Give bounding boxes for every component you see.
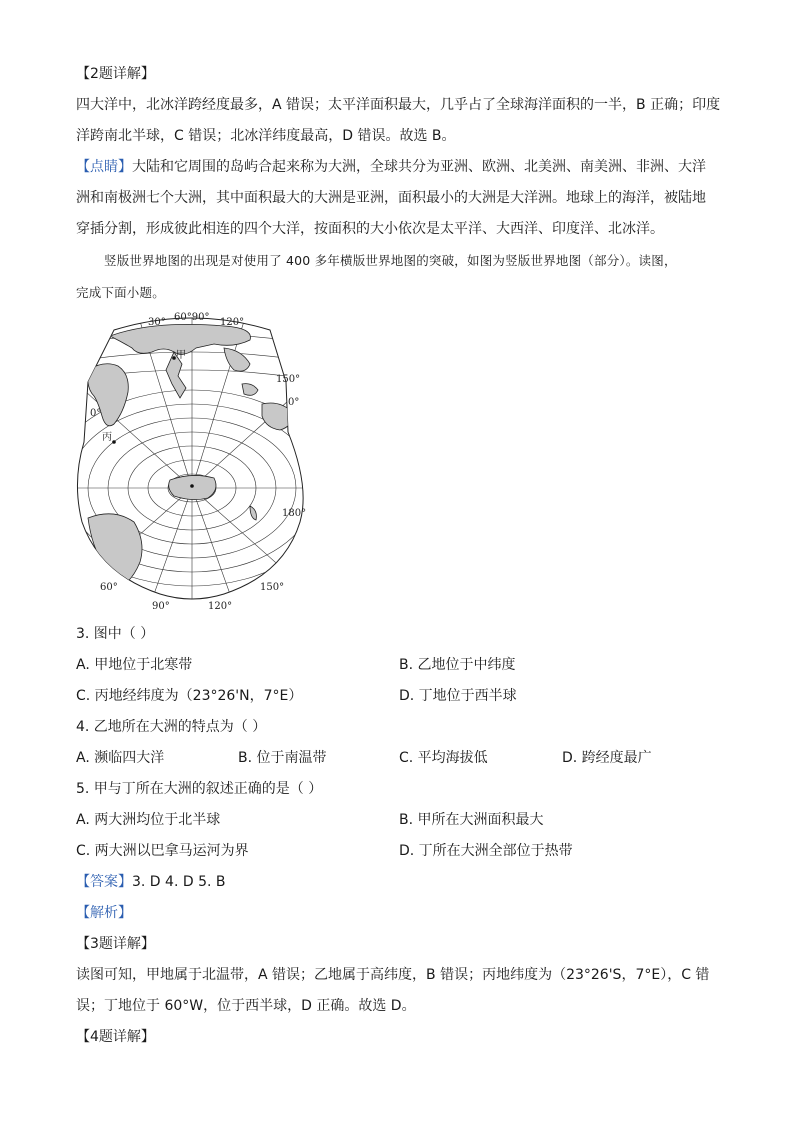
q3-option-a: A. 甲地位于北寒带 — [76, 657, 193, 673]
map-label-150: 150° — [276, 374, 301, 385]
tip-line1 — [76, 157, 706, 177]
map-label-90: 90° — [152, 601, 170, 612]
q4-option-b: B. 位于南温带 — [238, 750, 327, 766]
q5-stem: 5. 甲与丁所在大洲的叙述正确的是（ ） — [76, 781, 323, 797]
q3-option-b: B. 乙地位于中纬度 — [399, 657, 516, 673]
q3-option-c: C. 丙地经纬度为（23°26'N，7°E） — [76, 688, 303, 704]
q3-option-d: D. 丁地位于西半球 — [399, 688, 517, 704]
q5-option-d: D. 丁所在大洲全部位于热带 — [399, 843, 573, 859]
map-label-60: 60° — [100, 582, 118, 593]
answer-label: 【答案】 — [76, 874, 132, 890]
tip-line2: 洲和南极洲七个大洲，其中面积最大的大洲是亚洲，面积最小的大洲是大洋洲。地球上的海洋，被陆地 — [76, 190, 706, 206]
map-label-30: 30° — [148, 317, 166, 328]
map-label-0-left: 0° — [90, 408, 102, 419]
map-place-bing: 丙 — [102, 432, 112, 443]
q4-option-c: C. 平均海拔低 — [399, 750, 488, 766]
q5-option-a: A. 两大洲均位于北半球 — [76, 812, 221, 828]
q5-option-b: B. 甲所在大洲面积最大 — [399, 812, 544, 828]
answer-line — [76, 872, 226, 892]
answer-values: 3. D 4. D 5. B — [132, 874, 226, 890]
map-label-60-90: 60°90° — [174, 312, 210, 323]
section3-line2: 误；丁地位于 60°W，位于西半球，D 正确。故选 D。 — [76, 998, 416, 1014]
tip-text1: 大陆和它周围的岛屿合起来称为大洲，全球共分为亚洲、欧洲、北美洲、南美洲、非洲、大洋 — [132, 159, 706, 175]
section2-line2: 洋跨南北半球，C 错误；北冰洋纬度最高，D 错误。故选 B。 — [76, 128, 456, 144]
tip-label: 【点睛】 — [76, 159, 132, 175]
map-label-120: 120° — [220, 317, 245, 328]
intro-line2: 完成下面小题。 — [76, 285, 165, 300]
section3-line1: 读图可知，甲地属于北温带，A 错误；乙地属于高纬度，B 错误；丙地纬度为（23°26'S，7°E），C 错 — [76, 967, 710, 983]
analysis-label: 【解析】 — [76, 905, 132, 921]
map-label-0-right: 0° — [288, 397, 300, 408]
tip-line3: 穿插分割，形成彼此相连的四个大洋，按面积的大小依次是太平洋、大西洋、印度洋、北冰洋。 — [76, 221, 664, 237]
section3-heading: 【3题详解】 — [76, 936, 155, 952]
section2-heading: 【2题详解】 — [76, 66, 155, 82]
q5-option-c: C. 两大洲以巴拿马运河为界 — [76, 843, 249, 859]
map-label-180: 180° — [282, 508, 307, 519]
map-label-120-bottom: 120° — [208, 601, 233, 612]
vertical-world-map — [74, 312, 310, 612]
q3-stem: 3. 图中（ ） — [76, 626, 155, 642]
map-label-150-bottom: 150° — [260, 582, 285, 593]
intro-line1: 竖版世界地图的出现是对使用了 400 多年横版世界地图的突破，如图为竖版世界地图（部分）。读图， — [104, 253, 677, 268]
q4-stem: 4. 乙地所在大洲的特点为（ ） — [76, 719, 267, 735]
section2-line1: 四大洋中，北冰洋跨经度最多，A 错误；太平洋面积最大，几乎占了全球海洋面积的一半，B 正确；印度 — [76, 97, 721, 113]
q4-option-a: A. 濒临四大洋 — [76, 750, 165, 766]
section4-heading: 【4题详解】 — [76, 1029, 155, 1045]
q4-option-d: D. 跨经度最广 — [562, 750, 652, 766]
map-place-jia: 甲 — [176, 350, 186, 361]
